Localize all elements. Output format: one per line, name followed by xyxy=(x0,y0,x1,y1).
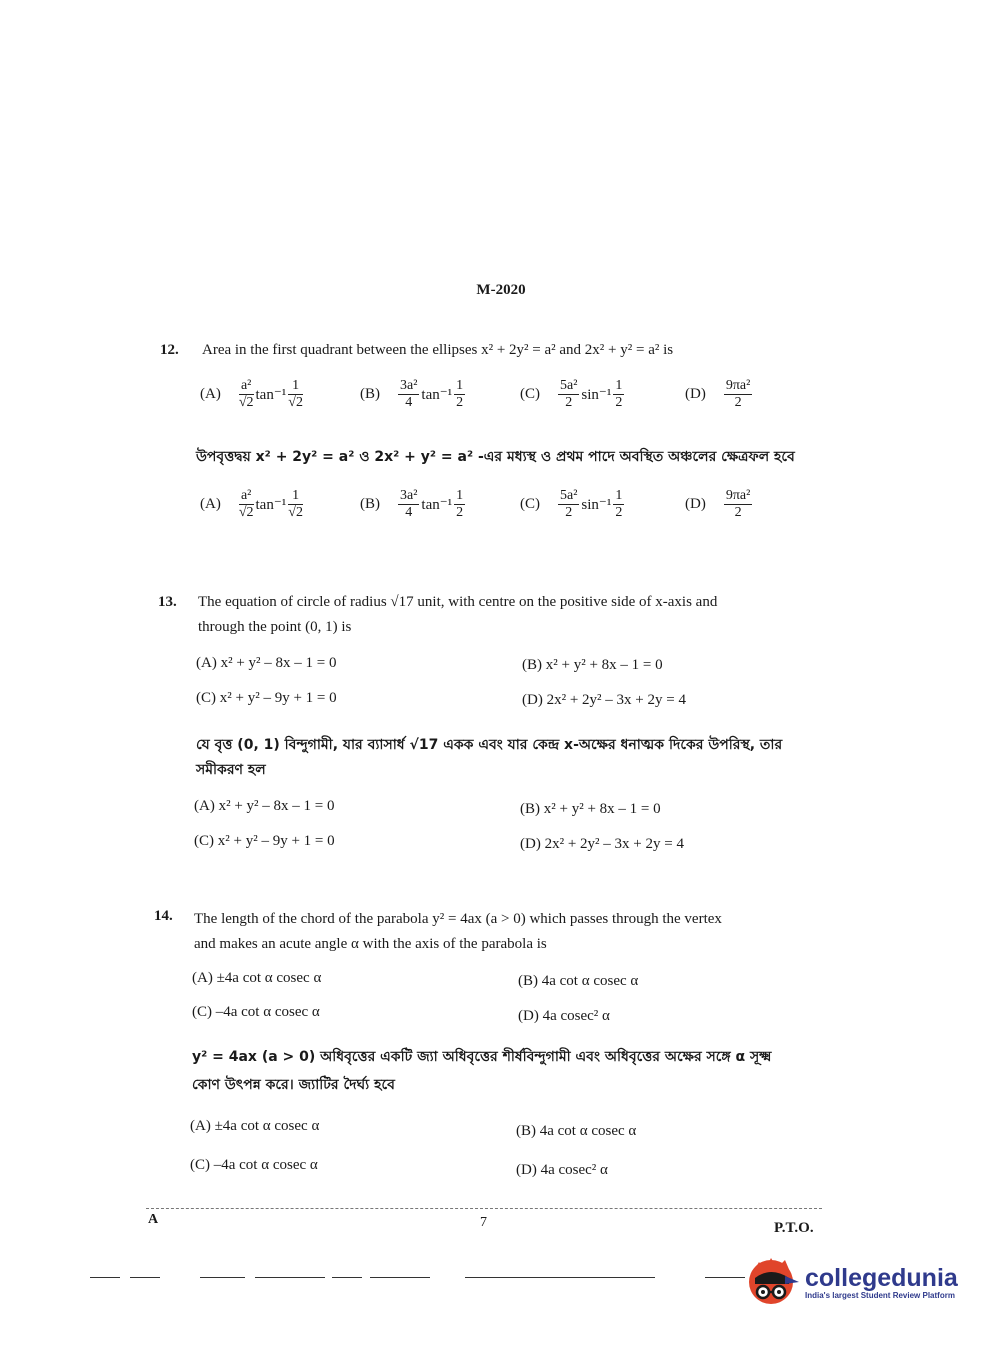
fraction: $\frac{\text{a²}}{√2}$ xyxy=(238,488,254,520)
question-14-bengali-line2: কোণ উৎপন্ন করে। জ্যাটির দৈর্ঘ্য হবে xyxy=(192,1077,395,1093)
q13-bn-option-a: (A) x² + y² – 8x – 1 = 0 xyxy=(194,798,335,814)
q13-option-a: (A) x² + y² – 8x – 1 = 0 xyxy=(196,655,337,671)
q12-option-a: (A) $\frac{\text{a²}}{√2}$ tan⁻¹ $\frac{1}{√2}$ xyxy=(200,488,303,520)
fraction: $\frac{\text{5a²}}{2}$ xyxy=(560,378,578,410)
scan-line xyxy=(200,1277,245,1278)
pto-label: P.T.O. xyxy=(774,1220,814,1236)
q12-bn-options xyxy=(200,488,754,521)
q14-bn-option-b: (B) 4a cot α cosec α xyxy=(516,1123,637,1139)
question-12-number: 12. xyxy=(160,342,179,358)
q14-option-d: (D) 4a cosec² α xyxy=(518,1008,610,1024)
fraction: $\frac{\text{3a²}}{4}$ xyxy=(400,378,418,410)
q12-option-c: (C) $\frac{\text{5a²}}{2}$ sin⁻¹ $\frac{1}{2}$ xyxy=(520,488,623,520)
question-13-line1: The equation of circle of radius √17 unit, with centre on the positive side of x-axis and xyxy=(198,594,718,610)
scan-line xyxy=(130,1277,160,1278)
footer-divider xyxy=(146,1208,822,1209)
q12-option-b: (B) $\frac{\text{3a²}}{4}$ tan⁻¹ $\frac{1}{2}$ xyxy=(360,488,464,520)
scan-line xyxy=(370,1277,430,1278)
q12-en-options xyxy=(200,378,754,411)
q13-bn-option-b: (B) x² + y² + 8x – 1 = 0 xyxy=(520,801,661,817)
q12-option-a: (A) $\frac{\text{a²}}{√2}$ tan⁻¹ $\frac{1}{√2}$ xyxy=(200,378,303,410)
question-12-bengali: উপবৃত্তদ্বয় x² + 2y² = a² ও 2x² + y² = a² -এর মধ্যস্থ ও প্রথম পাদে অবস্থিত অঞ্চলের ক্ষেত্রফল হবে xyxy=(196,449,795,465)
question-14-number: 14. xyxy=(154,908,173,924)
question-14-line1: The length of the chord of the parabola y² = 4ax (a > 0) which passes through the vertex xyxy=(194,911,722,927)
q13-option-b: (B) x² + y² + 8x – 1 = 0 xyxy=(522,657,663,673)
scan-line xyxy=(255,1277,325,1278)
q12-option-c: (C) $\frac{\text{5a²}}{2}$ sin⁻¹ $\frac{1}{2}$ xyxy=(520,378,623,410)
scan-line xyxy=(332,1277,362,1278)
question-12-text: Area in the first quadrant between the ellipses x² + 2y² = a² and 2x² + y² = a² is xyxy=(202,342,674,358)
q14-bn-option-c: (C) –4a cot α cosec α xyxy=(190,1157,318,1173)
fraction: $\frac{1}{√2}$ xyxy=(288,378,303,410)
q14-option-a: (A) ±4a cot α cosec α xyxy=(192,970,322,986)
fraction: $\frac{1}{2}$ xyxy=(615,378,623,410)
logo-name: collegedunia xyxy=(805,1263,958,1292)
q12-option-b: (B) $\frac{\text{3a²}}{4}$ tan⁻¹ $\frac{1}{2}$ xyxy=(360,378,464,410)
logo-tagline: India's largest Student Review Platform xyxy=(805,1290,955,1300)
mascot-icon xyxy=(745,1254,801,1310)
scan-line xyxy=(705,1277,745,1278)
fraction: $\frac{1}{√2}$ xyxy=(288,488,303,520)
paper-code: M-2020 xyxy=(476,282,526,298)
fraction: $\frac{1}{2}$ xyxy=(456,378,464,410)
question-13-line2: through the point (0, 1) is xyxy=(198,619,352,635)
q13-option-c: (C) x² + y² – 9y + 1 = 0 xyxy=(196,690,337,706)
collegedunia-logo xyxy=(745,1254,958,1310)
q12-option-d: (D) $\frac{\text{9πa²}}{2}$ xyxy=(685,488,751,520)
question-14-line2: and makes an acute angle α with the axis of the parabola is xyxy=(194,936,547,952)
q14-option-b: (B) 4a cot α cosec α xyxy=(518,973,639,989)
fraction: $\frac{1}{2}$ xyxy=(456,488,464,520)
q14-option-c: (C) –4a cot α cosec α xyxy=(192,1004,320,1020)
q13-bn-option-d: (D) 2x² + 2y² – 3x + 2y = 4 xyxy=(520,836,684,852)
q12-option-d: (D) $\frac{\text{9πa²}}{2}$ xyxy=(685,378,751,410)
fraction: $\frac{\text{3a²}}{4}$ xyxy=(400,488,418,520)
question-14-bengali-line1: y² = 4ax (a > 0) অধিবৃত্তের একটি জ্যা অধিবৃত্তের শীর্ষবিন্দুগামী এবং অধিবৃত্তের অক্ষের সঙ্গে α সূক্ষ্ম xyxy=(192,1049,772,1065)
q14-bn-option-a: (A) ±4a cot α cosec α xyxy=(190,1118,320,1134)
scan-line xyxy=(465,1277,655,1278)
logo-text-block xyxy=(805,1265,958,1300)
fraction: $\frac{\text{9πa²}}{2}$ xyxy=(725,378,751,410)
question-13-bengali-line2: সমীকরণ হল xyxy=(196,762,266,778)
q13-bn-option-c: (C) x² + y² – 9y + 1 = 0 xyxy=(194,833,335,849)
question-13-number: 13. xyxy=(158,594,177,610)
scan-line xyxy=(90,1277,120,1278)
booklet-set: A xyxy=(148,1212,159,1227)
question-13-bengali-line1: যে বৃত্ত (0, 1) বিন্দুগামী, যার ব্যাসার্ধ √17 একক এবং যার কেন্দ্র x-অক্ষের ধনাত্মক দিকের উপরিস্থ, তার xyxy=(196,737,783,753)
fraction: $\frac{\text{5a²}}{2}$ xyxy=(560,488,578,520)
q14-bn-option-d: (D) 4a cosec² α xyxy=(516,1162,608,1178)
page-number: 7 xyxy=(480,1215,487,1230)
fraction: $\frac{\text{9πa²}}{2}$ xyxy=(725,488,751,520)
fraction: $\frac{1}{2}$ xyxy=(615,488,623,520)
fraction: $\frac{\text{a²}}{√2}$ xyxy=(238,378,254,410)
q13-option-d: (D) 2x² + 2y² – 3x + 2y = 4 xyxy=(522,692,686,708)
